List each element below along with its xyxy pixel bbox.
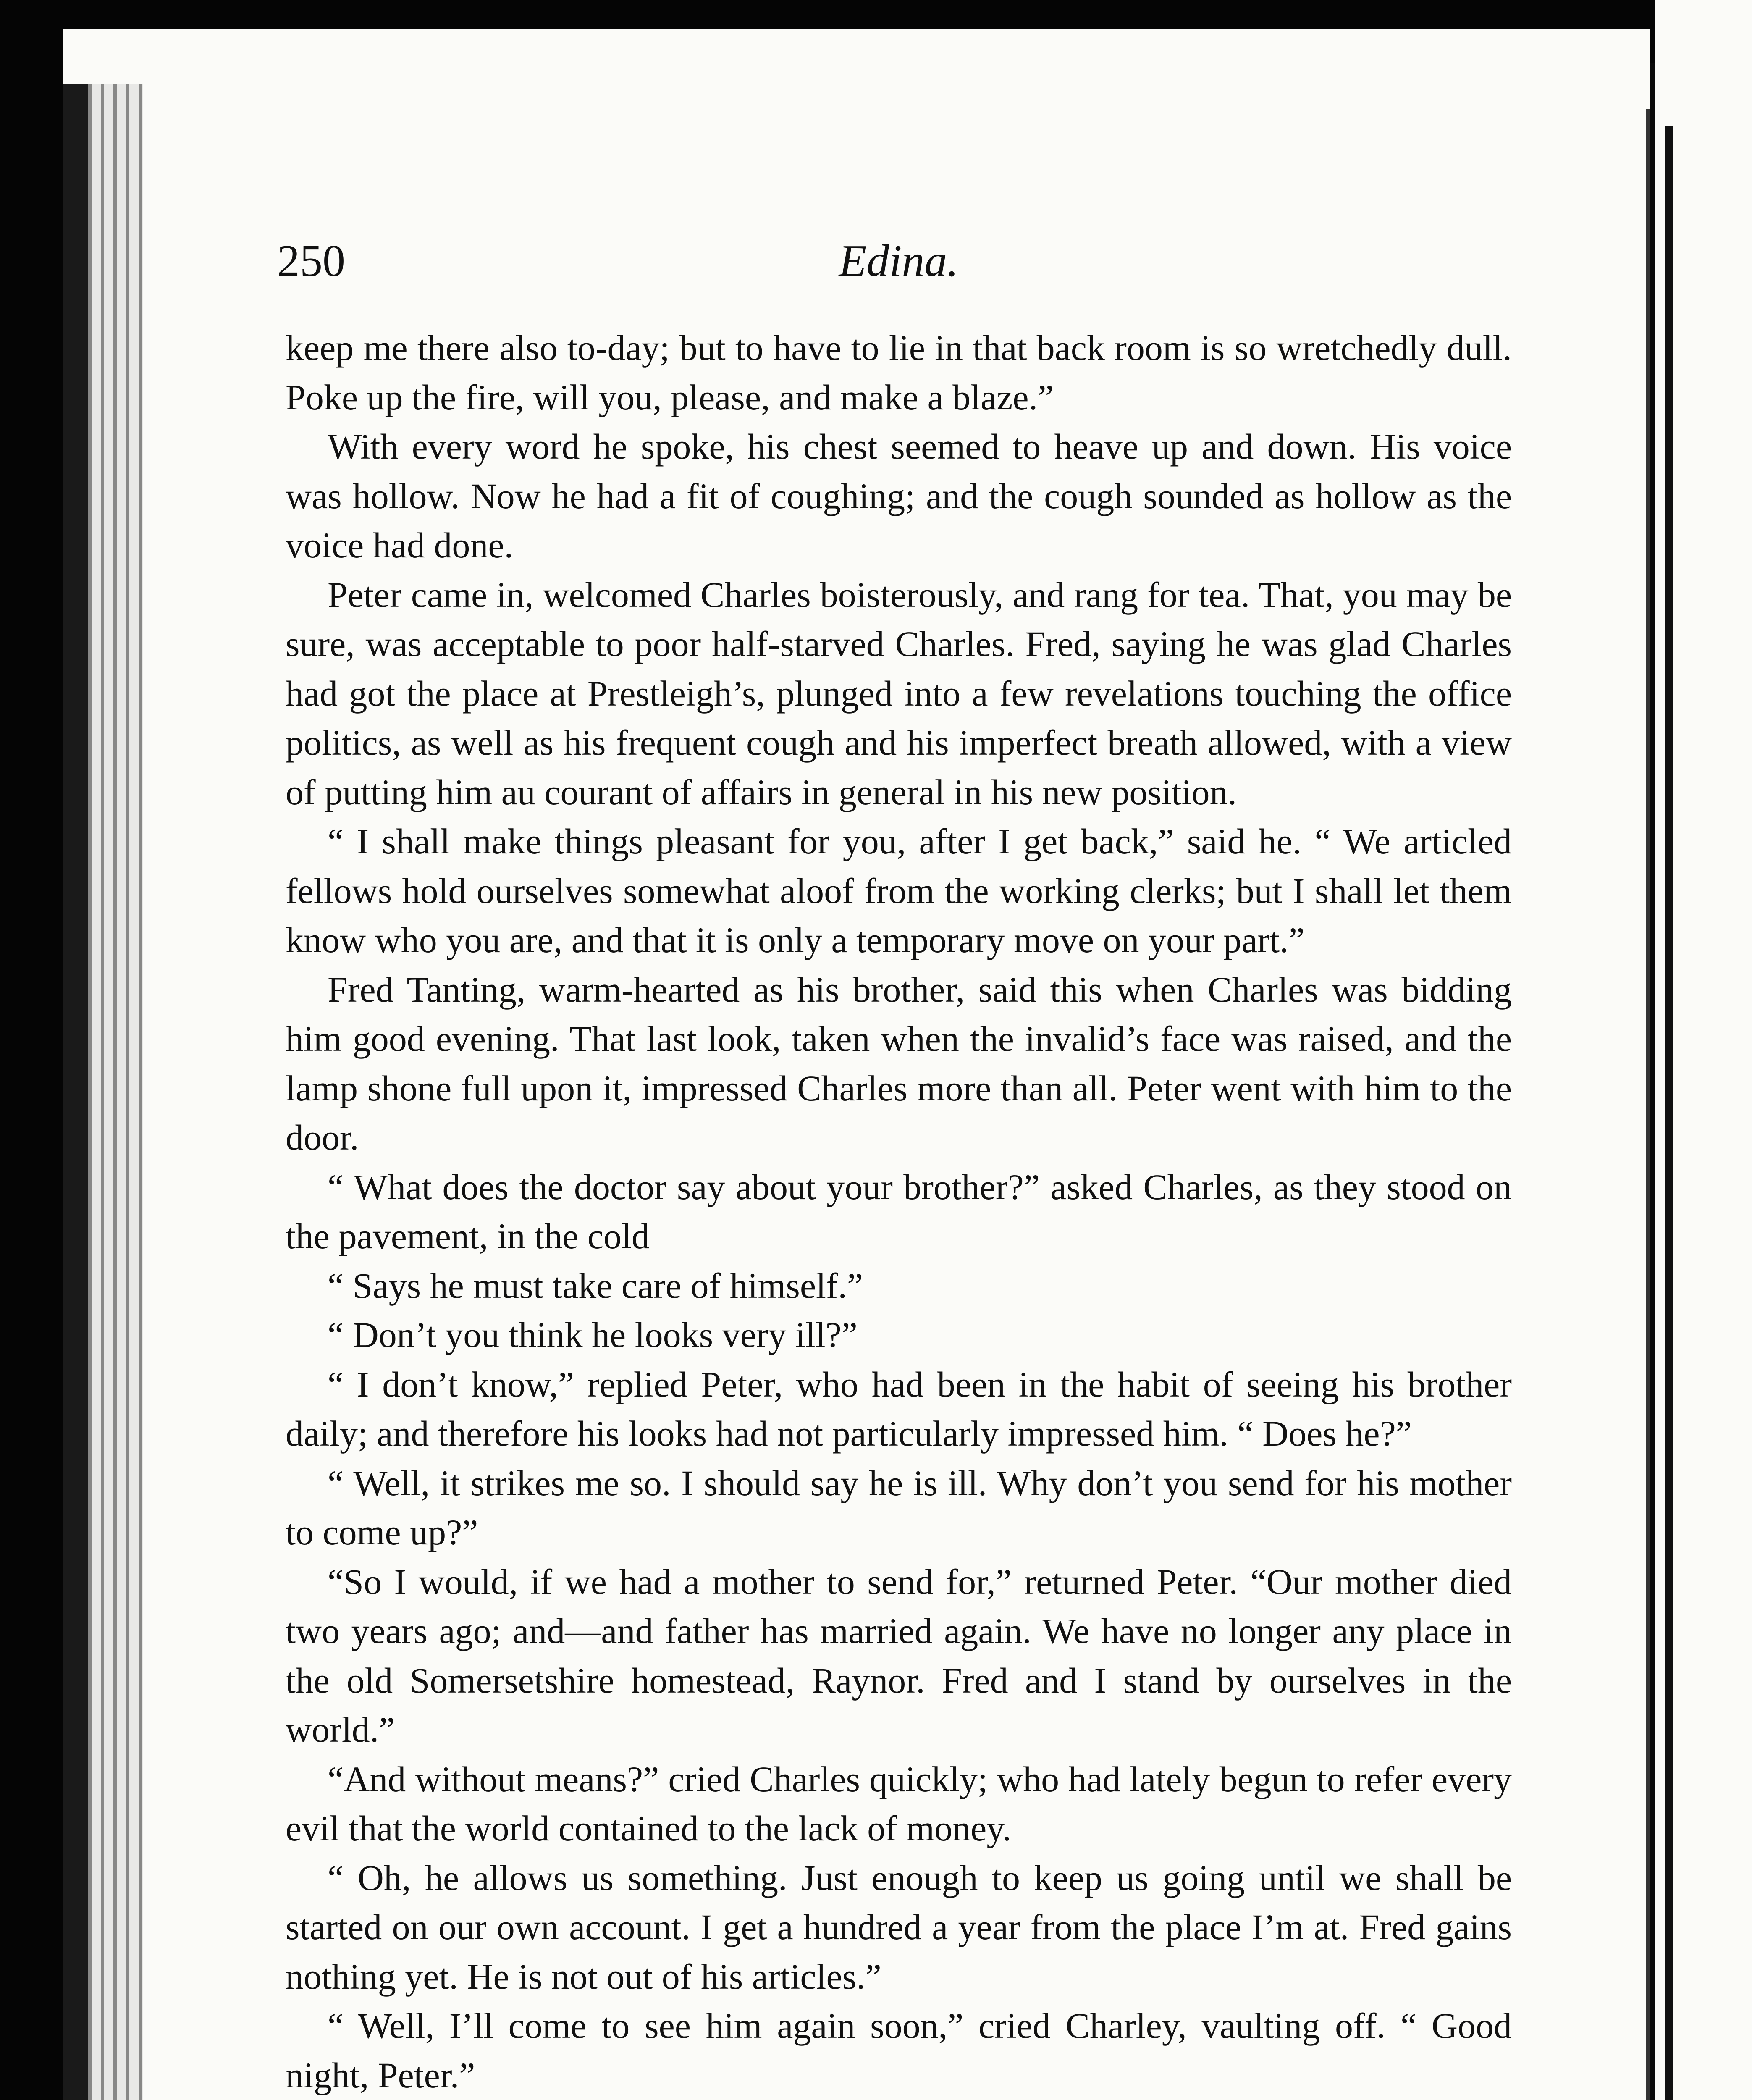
paragraph: With every word he spoke, his chest seemed to heave up and down. His voice was hollow. Now he had a fit of coughing; and the cough sounded as hollow as the voice had done. [286,426,1512,565]
paragraph: Peter came in, welcomed Charles boisterously, and rang for tea. That, you may be sure, was acceptable to poor half-starved Charles. Fred, saying he was glad Charles had got the place at Prestleigh’s, plunged into a few revelations touching the office politics, as well as his frequent cough and his imperfect breath allowed, with a view of putting him au courant of affairs in general in his new position. [286,574,1512,812]
paragraph: “ Well, it strikes me so. I should say he is ill. Why don’t you send for his mother to come up?” [286,1462,1512,1552]
paragraph: keep me there also to-day; but to have to lie in that back room is so wretchedly dull. Poke up the fire, will you, please, and make a blaze.” [286,328,1512,417]
binding-shadow [63,84,88,2100]
page-header [277,235,1520,294]
paragraph: “So I would, if we had a mother to send for,” returned Peter. “Our mother died two years ago; and—and father has married again. We have no longer any place in the old Somersetshire homestead, Raynor. Fred and I stand by ourselves in the world.” [286,1561,1512,1750]
page-number: 250 [277,236,345,286]
page-edge-line [1646,109,1650,2100]
running-head-title: Edina. [839,236,959,286]
scan-border-left [0,0,63,2100]
paragraph: “ Well, I’ll come to see him again soon,” cried Charley, vaulting off. “ Good night, Peter.” [286,2006,1512,2095]
paragraph: “ Says he must take care of himself.” [328,1265,863,1306]
body-text [286,323,1512,2100]
paragraph: “ I don’t know,” replied Peter, who had been in the habit of seeing his brother daily; and therefore his looks had not particularly impressed him. “ Does he?” [286,1364,1512,1454]
paragraph: “And without means?” cried Charles quickly; who had lately begun to refer every evil that the world contained to the lack of money. [286,1759,1512,1848]
paragraph: “ Don’t you think he looks very ill?” [328,1315,858,1355]
paragraph: “ What does the doctor say about your brother?” asked Charles, as they stood on the pavement, in the cold [286,1166,1512,1256]
paragraph: Fred Tanting, warm-hearted as his brother, said this when Charles was bidding him good evening. That last look, taken when the invalid’s face was raised, and the lamp shone full upon it, impressed Charles more than all. Peter went with him to the door. [286,969,1512,1158]
paragraph: “ Oh, he allows us something. Just enough to keep us going until we shall be started on our own account. I get a hundred a year from the place I’m at. Fred gains nothing yet. He is not out of his articles.” [286,1857,1512,1997]
paragraph: “ I shall make things pleasant for you, after I get back,” said he. “ We articled fellows hold ourselves somewhat aloof from the working clerks; but I shall let them know who you are, and that it is only a temporary move on your part.” [286,821,1512,960]
facing-page-edge-line [1665,126,1673,2100]
